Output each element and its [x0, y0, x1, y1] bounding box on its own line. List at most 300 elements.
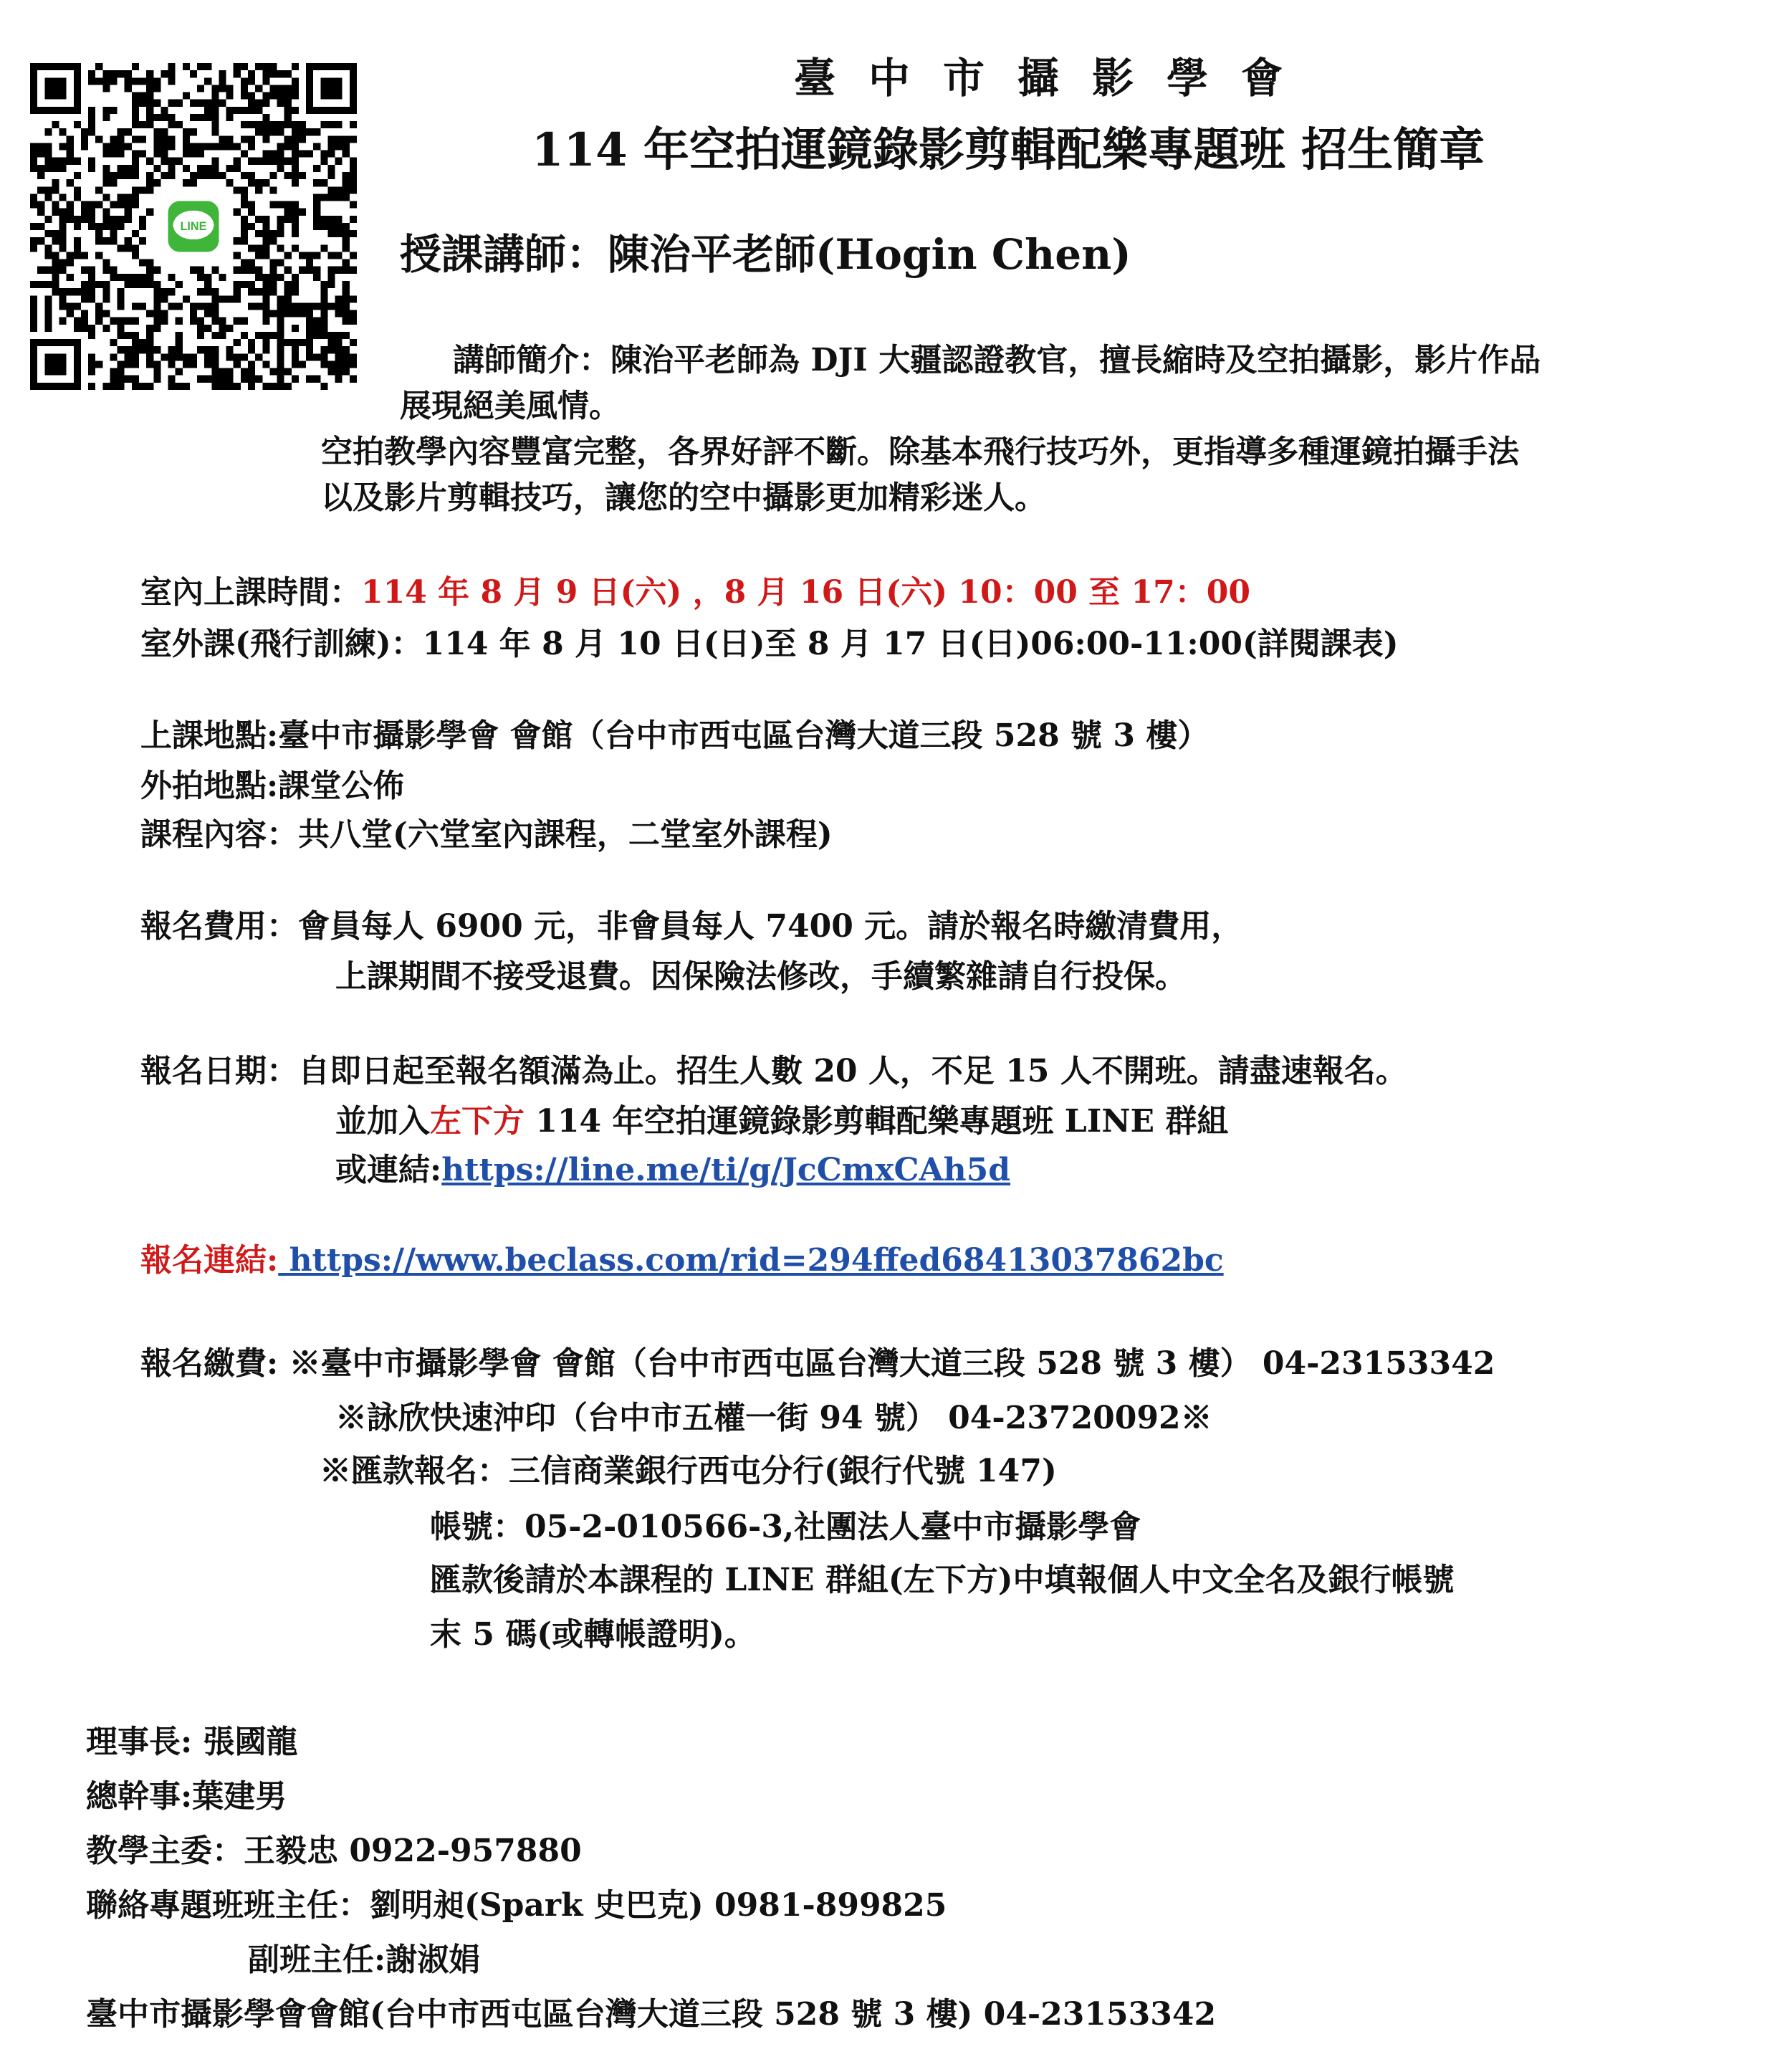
qr-module [190, 353, 197, 361]
qr-module [168, 288, 176, 295]
qr-module [320, 302, 327, 310]
qr-module [146, 172, 153, 179]
qr-module [132, 339, 139, 346]
qr-module [262, 332, 269, 339]
qr-module [67, 216, 74, 223]
qr-module [153, 100, 161, 107]
qr-module [110, 172, 117, 179]
qr-module [153, 281, 161, 288]
qr-module [248, 107, 255, 114]
qr-module [59, 128, 67, 135]
qr-module [284, 121, 292, 128]
qr-module [211, 85, 219, 92]
registration-line-3 [335, 1144, 1010, 1190]
qr-module [241, 230, 248, 237]
course-title: 114 年空拍運鏡錄影剪輯配樂專題班 招生簡章 [532, 123, 1485, 177]
staff-hall: 臺中市攝影學會會館(台中市西屯區台灣大道三段 528 號 3 樓) 04-23153342 [86, 1996, 1217, 2033]
qr-module [234, 318, 241, 325]
qr-module [327, 143, 335, 150]
qr-module [284, 368, 292, 376]
qr-module [118, 383, 125, 390]
qr-module [102, 237, 110, 244]
qr-module [125, 143, 132, 150]
qr-module [255, 85, 262, 92]
qr-module [204, 77, 211, 85]
qr-module [262, 70, 269, 77]
qr-module [327, 332, 335, 339]
qr-module [284, 383, 292, 390]
qr-module [226, 107, 234, 114]
qr-module [88, 209, 95, 216]
qr-module [125, 85, 132, 92]
qr-module [327, 172, 335, 179]
qr-module [284, 252, 292, 259]
qr-module [234, 107, 241, 114]
qr-module [262, 135, 269, 143]
qr-module [102, 325, 110, 332]
qr-module [146, 70, 153, 77]
qr-module [241, 237, 248, 244]
qr-module [248, 383, 255, 390]
indoor-schedule-value: 114 年 8 月 9 日(六) ，8 月 16 日(六) 10：00 至 17：00 [361, 574, 1250, 611]
qr-module [343, 295, 350, 302]
qr-module [139, 92, 146, 100]
qr-module [146, 186, 153, 194]
qr-module [161, 172, 168, 179]
qr-module [161, 107, 168, 114]
qr-module [153, 368, 161, 376]
qr-module [219, 325, 226, 332]
qr-module [234, 353, 241, 361]
qr-module [88, 368, 95, 376]
qr-module [132, 383, 139, 390]
qr-module [234, 143, 241, 150]
qr-module [241, 376, 248, 383]
qr-module [146, 346, 153, 353]
qr-module [110, 216, 117, 223]
qr-module [183, 143, 190, 150]
qr-module [139, 302, 146, 310]
qr-module [88, 361, 95, 368]
qr-module [241, 172, 248, 179]
qr-module [292, 223, 299, 230]
qr-module [277, 376, 284, 383]
qr-module [226, 143, 234, 150]
qr-module [248, 158, 255, 165]
qr-module [67, 201, 74, 209]
qr-module [343, 346, 350, 353]
qr-module [211, 267, 219, 274]
qr-module [168, 121, 176, 128]
qr-module [327, 339, 335, 346]
qr-module [125, 70, 132, 77]
qr-module [132, 318, 139, 325]
qr-module [44, 244, 52, 252]
qr-module [335, 310, 343, 318]
qr-module [52, 209, 59, 216]
qr-module [102, 165, 110, 172]
qr-module [67, 179, 74, 186]
qr-module [204, 114, 211, 121]
qr-module [234, 267, 241, 274]
qr-module [350, 252, 357, 259]
registration-line-2 [335, 1095, 1228, 1141]
qr-module [44, 194, 52, 201]
qr-module [153, 295, 161, 302]
qr-module [327, 230, 335, 237]
qr-module [335, 194, 343, 201]
qr-module [241, 194, 248, 201]
qr-module [95, 223, 102, 230]
qr-module [190, 143, 197, 150]
qr-module [255, 376, 262, 383]
qr-module [161, 70, 168, 77]
qr-module [125, 216, 132, 223]
qr-module [320, 346, 327, 353]
qr-module [146, 121, 153, 128]
qr-module [313, 332, 320, 339]
qr-module [292, 77, 299, 85]
qr-module [248, 143, 255, 150]
qr-module [277, 165, 284, 172]
qr-module [161, 143, 168, 150]
qr-module [204, 172, 211, 179]
qr-module [161, 114, 168, 121]
qr-module [44, 151, 52, 158]
qr-module [118, 223, 125, 230]
qr-module [248, 288, 255, 295]
line-group-qr-code-icon[interactable] [30, 63, 357, 390]
qr-module [211, 346, 219, 353]
qr-module [88, 325, 95, 332]
qr-module [284, 107, 292, 114]
qr-module [88, 70, 95, 77]
qr-module [262, 179, 269, 186]
qr-module [88, 274, 95, 281]
qr-module [88, 267, 95, 274]
qr-module [146, 267, 153, 274]
qr-module [343, 230, 350, 237]
qr-module [299, 135, 306, 143]
qr-module [197, 288, 204, 295]
qr-module [292, 151, 299, 158]
qr-module [320, 151, 327, 158]
qr-module [211, 361, 219, 368]
qr-module [313, 179, 320, 186]
qr-module [327, 361, 335, 368]
bottom-left-note: 左下方 [430, 1103, 525, 1140]
qr-module [269, 121, 277, 128]
qr-module [125, 128, 132, 135]
qr-module [95, 230, 102, 237]
qr-module [95, 361, 102, 368]
qr-module [132, 346, 139, 353]
qr-module [284, 302, 292, 310]
qr-module [139, 339, 146, 346]
qr-module [248, 376, 255, 383]
qr-module [132, 332, 139, 339]
qr-module [59, 288, 67, 295]
qr-module [161, 310, 168, 318]
qr-module [343, 244, 350, 252]
qr-module [277, 295, 284, 302]
qr-module [284, 114, 292, 121]
qr-module [183, 361, 190, 368]
qr-module [81, 135, 88, 143]
qr-module [197, 318, 204, 325]
qr-module [219, 70, 226, 77]
qr-module [248, 244, 255, 252]
qr-module [146, 107, 153, 114]
qr-module [81, 318, 88, 325]
qr-module [226, 85, 234, 92]
qr-module [37, 165, 44, 172]
qr-module [204, 274, 211, 281]
qr-module [269, 230, 277, 237]
qr-module [234, 339, 241, 346]
qr-module [183, 135, 190, 143]
line-group-link[interactable]: https://line.me/ti/g/JcCmxCAh5d [441, 1152, 1011, 1188]
qr-module [248, 70, 255, 77]
qr-module [284, 216, 292, 223]
qr-module [125, 209, 132, 216]
qr-module [226, 368, 234, 376]
qr-module [350, 353, 357, 361]
qr-module [110, 383, 117, 390]
qr-module [95, 318, 102, 325]
qr-module [146, 353, 153, 361]
qr-module [190, 361, 197, 368]
qr-module [132, 114, 139, 121]
qr-module [219, 143, 226, 150]
qr-module [197, 172, 204, 179]
qr-module [306, 267, 313, 274]
registration-line-2-pre: 並加入 [335, 1103, 430, 1140]
qr-module [335, 223, 343, 230]
qr-module [132, 92, 139, 100]
qr-module [102, 383, 110, 390]
qr-module [219, 368, 226, 376]
qr-module [269, 128, 277, 135]
staff-chairman: 理事長: 張國龍 [86, 1724, 298, 1760]
qr-module [59, 216, 67, 223]
qr-module [197, 267, 204, 274]
qr-module [132, 244, 139, 252]
qr-module [161, 288, 168, 295]
qr-module [110, 151, 117, 158]
qr-module [153, 346, 161, 353]
qr-module [197, 332, 204, 339]
qr-module [95, 186, 102, 194]
qr-module [132, 135, 139, 143]
qr-module [168, 172, 176, 179]
qr-module [269, 201, 277, 209]
qr-module [161, 295, 168, 302]
qr-module [262, 128, 269, 135]
qr-module [219, 85, 226, 92]
qr-module [284, 288, 292, 295]
qr-module [146, 114, 153, 121]
qr-module [226, 135, 234, 143]
qr-module [132, 107, 139, 114]
qr-module [102, 179, 110, 186]
qr-module [292, 274, 299, 281]
qr-module [320, 353, 327, 361]
qr-module [81, 143, 88, 150]
signup-link-label: 報名連結: [140, 1242, 279, 1279]
qr-module [277, 158, 284, 165]
qr-module [139, 259, 146, 267]
qr-module [262, 252, 269, 259]
qr-module [335, 353, 343, 361]
qr-module [241, 281, 248, 288]
qr-module [219, 172, 226, 179]
qr-module [292, 135, 299, 143]
registration-line-2-post: 114 年空拍運鏡錄影剪輯配樂專題班 LINE 群組 [525, 1103, 1229, 1140]
qr-module [211, 310, 219, 318]
signup-link[interactable]: https://www.beclass.com/rid=294ffed68413037862bc [278, 1242, 1224, 1279]
qr-module [292, 302, 299, 310]
qr-module [118, 172, 125, 179]
qr-module [350, 295, 357, 302]
qr-module [343, 361, 350, 368]
qr-module [102, 223, 110, 230]
qr-module [299, 252, 306, 259]
qr-module [269, 237, 277, 244]
qr-module [292, 158, 299, 165]
qr-module [292, 216, 299, 223]
outdoor-schedule: 室外課(飛行訓練)：114 年 8 月 10 日(日)至 8 月 17 日(日)06:00-11:00(詳閱課表) [140, 626, 1399, 662]
fee-line-1: 報名費用：會員每人 6900 元，非會員每人 7400 元。請於報名時繳清費用， [140, 908, 1243, 945]
qr-module [211, 376, 219, 383]
qr-module [292, 121, 299, 128]
qr-module [52, 165, 59, 172]
qr-module [146, 92, 153, 100]
qr-module [248, 361, 255, 368]
qr-module [183, 128, 190, 135]
qr-module [255, 63, 262, 70]
qr-module [168, 376, 176, 383]
qr-module [327, 346, 335, 353]
qr-module [277, 143, 284, 150]
qr-module [248, 259, 255, 267]
qr-module [335, 376, 343, 383]
qr-module [139, 151, 146, 158]
qr-module [335, 143, 343, 150]
qr-module [95, 281, 102, 288]
qr-module [320, 288, 327, 295]
qr-module [277, 274, 284, 281]
qr-module [226, 376, 234, 383]
qr-module [110, 368, 117, 376]
qr-module [74, 288, 81, 295]
qr-module [204, 288, 211, 295]
qr-module [176, 121, 183, 128]
qr-module [190, 114, 197, 121]
qr-module [168, 383, 176, 390]
qr-module [132, 201, 139, 209]
qr-module [67, 143, 74, 150]
qr-module [197, 346, 204, 353]
qr-module [255, 302, 262, 310]
qr-module [269, 63, 277, 70]
qr-module [262, 346, 269, 353]
qr-module [59, 267, 67, 274]
qr-module [44, 295, 52, 302]
qr-module [110, 107, 117, 114]
qr-module [277, 151, 284, 158]
qr-module [262, 63, 269, 70]
qr-module [118, 274, 125, 281]
qr-module [313, 353, 320, 361]
qr-module [125, 361, 132, 368]
qr-module [30, 237, 37, 244]
qr-module [343, 281, 350, 288]
qr-module [146, 325, 153, 332]
qr-module [306, 128, 313, 135]
qr-module [269, 92, 277, 100]
qr-module [269, 274, 277, 281]
qr-module [262, 100, 269, 107]
qr-module [248, 281, 255, 288]
qr-module [74, 186, 81, 194]
qr-module [350, 216, 357, 223]
qr-module [139, 216, 146, 223]
qr-module [44, 165, 52, 172]
qr-module [146, 259, 153, 267]
qr-module [30, 310, 37, 318]
qr-module [52, 237, 59, 244]
qr-module [81, 281, 88, 288]
qr-module [284, 209, 292, 216]
qr-module [118, 128, 125, 135]
qr-module [197, 165, 204, 172]
qr-module [269, 158, 277, 165]
qr-module [299, 172, 306, 179]
qr-module [168, 274, 176, 281]
qr-module [67, 274, 74, 281]
qr-module [44, 143, 52, 150]
qr-module [277, 92, 284, 100]
qr-module [102, 107, 110, 114]
qr-module [59, 259, 67, 267]
qr-module [132, 230, 139, 237]
qr-module [125, 376, 132, 383]
qr-module [190, 267, 197, 274]
qr-module [74, 252, 81, 259]
qr-module [132, 77, 139, 85]
qr-module [313, 252, 320, 259]
qr-module [292, 353, 299, 361]
qr-module [132, 100, 139, 107]
qr-module [269, 151, 277, 158]
qr-module [110, 230, 117, 237]
qr-module [59, 318, 67, 325]
qr-module [153, 151, 161, 158]
qr-module [343, 143, 350, 150]
qr-module [248, 346, 255, 353]
qr-module [95, 77, 102, 85]
qr-module [292, 165, 299, 172]
qr-module [204, 346, 211, 353]
qr-module [139, 274, 146, 281]
qr-module [81, 267, 88, 274]
qr-module [183, 151, 190, 158]
qr-module [350, 135, 357, 143]
qr-module [292, 281, 299, 288]
qr-module [146, 310, 153, 318]
qr-module [81, 201, 88, 209]
